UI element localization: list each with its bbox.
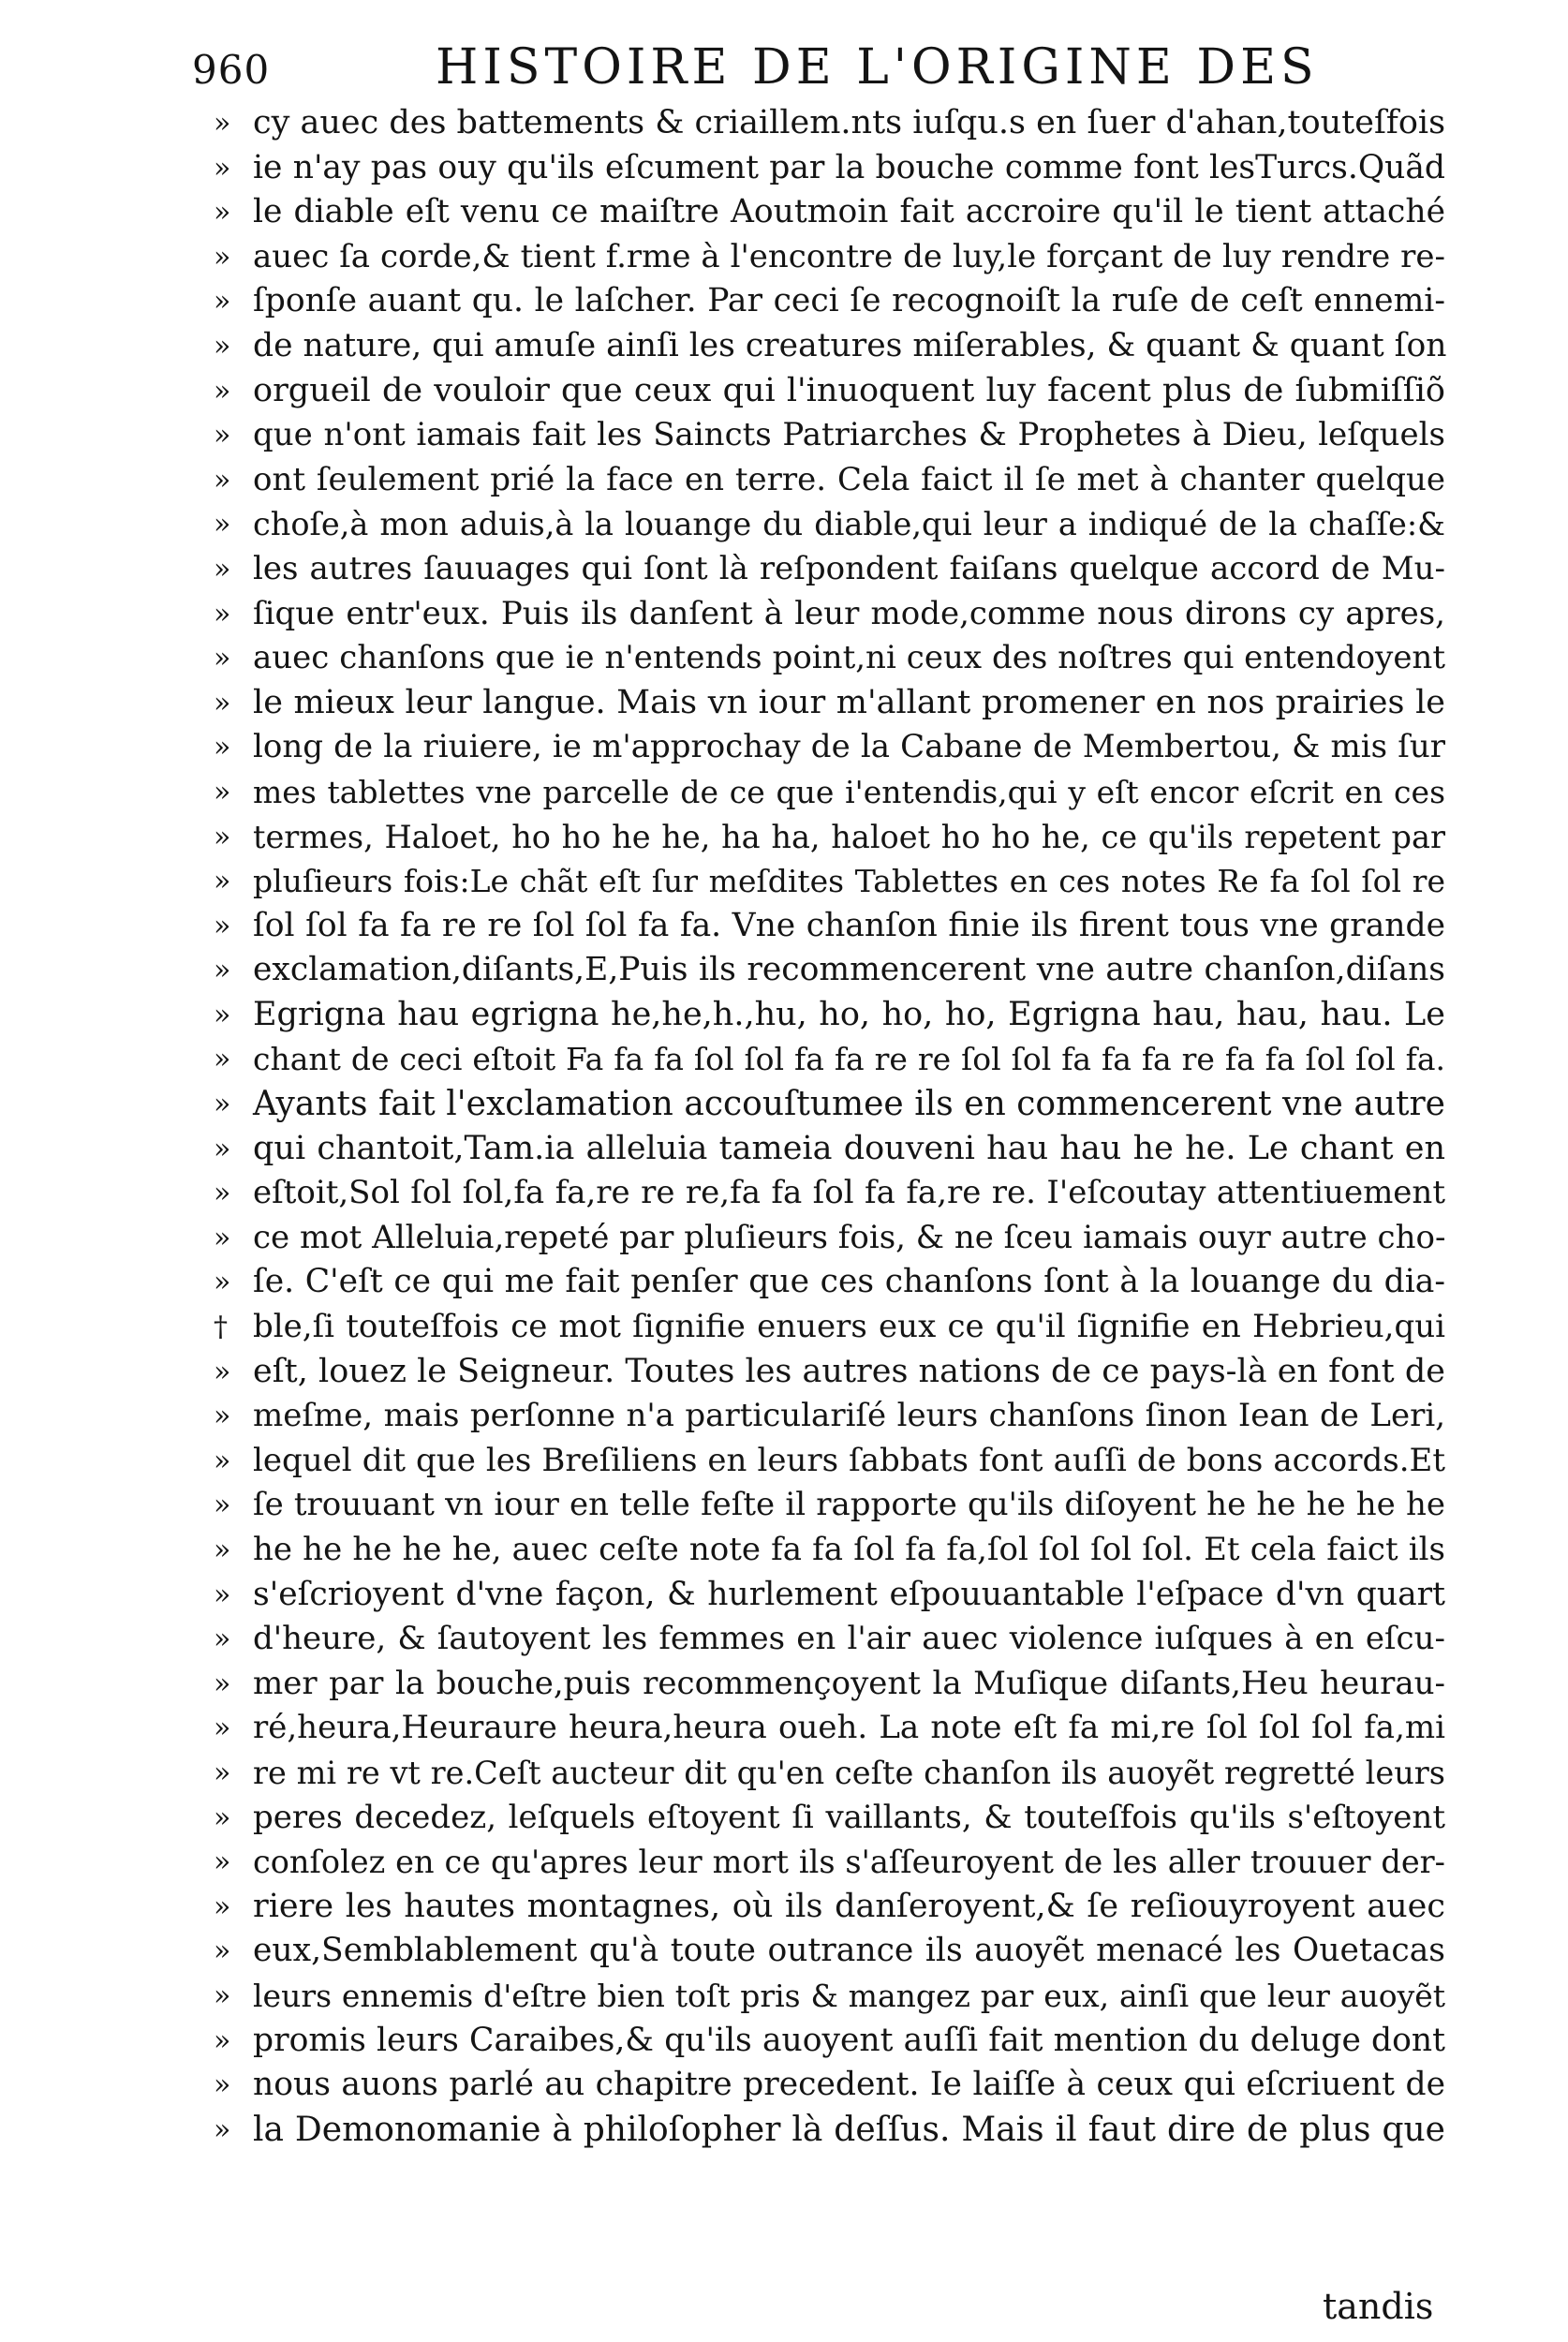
line-text: mer par la bouche,puis recommençoyent la Muſique diſants,Heu heurau- (253, 1664, 1445, 1702)
line-text: re mi re vt re.Ceſt aucteur dit qu'en ceſte chanſon ils auoyẽt regretté leurs (253, 1754, 1445, 1791)
text-line (214, 636, 1445, 681)
quote-marker: » (214, 463, 231, 497)
quote-marker: » (214, 2023, 231, 2057)
line-text: eſt, louez le Seigneur. Toutes les autres nations de ce pays-là en font de (253, 1352, 1445, 1390)
line-text: mes tablettes vne parcelle de ce que i'entendis,qui y eſt encor eſcrit en ces (253, 773, 1445, 810)
text-line (214, 592, 1445, 637)
quote-marker: » (214, 329, 231, 363)
text-line (214, 2063, 1445, 2108)
text-line (214, 1974, 1445, 2019)
text-line (214, 1662, 1445, 1707)
text-line (214, 1439, 1445, 1484)
quote-marker: » (214, 909, 231, 942)
line-text: orgueil de vouloir que ceux qui l'inuoquent luy facent plus de ſubmiſſiõ (253, 371, 1445, 409)
text-line (214, 770, 1445, 815)
text-line (214, 1796, 1445, 1841)
text-line (214, 146, 1445, 191)
line-text: ce mot Alleluia,repeté par pluſieurs fois, & ne ſceu iamais ouyr autre cho- (253, 1218, 1446, 1256)
quote-marker: » (214, 1534, 231, 1566)
quote-marker: » (214, 508, 231, 541)
text-line (214, 458, 1445, 503)
line-text: choſe,à mon aduis,à la louange du diable,qui leur a indiqué de la chaſſe:& (253, 506, 1445, 543)
line-text: d'heure, & ſautoyent les femmes en l'air auec violence iuſques à en eſcu- (253, 1620, 1445, 1658)
line-text: le diable eſt venu ce maiſtre Aoutmoin fait accroire qu'il le tient attaché (253, 193, 1445, 231)
quote-marker: » (214, 1801, 231, 1834)
quote-marker: » (214, 865, 231, 898)
quote-marker: » (214, 1266, 231, 1299)
text-line (214, 502, 1445, 547)
text-line (214, 1082, 1445, 1127)
text-line (214, 1483, 1445, 1528)
page-header (192, 39, 1438, 105)
text-line (214, 413, 1445, 458)
quote-marker: » (214, 552, 231, 586)
quote-marker: » (214, 1979, 231, 2012)
text-line (214, 1305, 1445, 1350)
text-line (214, 2019, 1445, 2064)
quote-marker: » (214, 196, 231, 230)
quote-marker: » (214, 1088, 231, 1121)
text-line (214, 1706, 1445, 1751)
quote-marker: » (214, 2112, 231, 2146)
text-line (214, 1037, 1445, 1082)
quote-marker: » (214, 998, 231, 1031)
quote-marker: » (214, 1667, 231, 1700)
quote-marker: » (214, 1355, 231, 1388)
line-text: long de la riuiere, ie m'approchay de la Cabane de Membertou, & mis ſur (253, 728, 1445, 766)
text-line (214, 1528, 1445, 1573)
quote-marker: » (214, 1934, 231, 1968)
quote-marker: » (214, 1890, 231, 1923)
quote-marker: » (214, 1623, 231, 1656)
text-line (214, 1260, 1445, 1305)
line-text: nous auons parlé au chapitre precedent. Ie laiſſe à ceux qui eſcriuent de (253, 2066, 1445, 2104)
text-line (214, 681, 1445, 726)
line-text: que n'ont iamais fait les Saincts Patriarches & Prophetes à Dieu, leſquels (253, 416, 1445, 454)
text-line (214, 1350, 1445, 1395)
quote-marker: » (214, 1221, 231, 1254)
page-number: 960 (192, 47, 271, 93)
line-text: cy auec des battements & criaillem.nts iuſqu.s en ſuer d'ahan,touteſfois (253, 104, 1446, 141)
text-line (214, 904, 1445, 949)
line-text: la Demonomanie à philoſopher là deſſus. Mais il faut dire de plus que (253, 2110, 1445, 2149)
line-text: he he he he he, auec ceſte note fa fa ſol fa fa,ſol ſol ſol ſol. Et cela faict ils (253, 1531, 1445, 1568)
line-text: qui chantoit,Tam.ia alleluia tameia douveni hau hau he he. Le chant en (253, 1129, 1445, 1167)
line-text: Ayants fait l'exclamation accouſtumee ils en commencerent vne autre (253, 1085, 1445, 1124)
text-line (214, 369, 1445, 414)
line-text: leurs ennemis d'eſtre bien toſt pris & mangez par eux, ainſi que leur auoyẽt (253, 1977, 1445, 2014)
quote-marker: » (214, 240, 231, 274)
text-line (214, 101, 1445, 146)
quote-marker: » (214, 686, 231, 719)
line-text: les autres ſauuages qui ſont là reſpondent faiſans quelque accord de Mu- (253, 549, 1445, 587)
text-line (214, 859, 1445, 904)
text-line (214, 815, 1445, 860)
line-text: ont ſeulement prié la face en terre. Cela faict il ſe met à chanter quelque (253, 460, 1445, 498)
text-line (214, 1617, 1445, 1662)
line-text: Egrigna hau egrigna he,he,h.,hu, ho, ho, ho, Egrigna hau, hau, hau. Le (253, 995, 1445, 1033)
text-line (214, 547, 1445, 592)
quote-marker: » (214, 1400, 231, 1433)
line-text: exclamation,diſants,E,Puis ils recommencerent vne autre chanſon,diſans (253, 951, 1445, 989)
line-text: ſique entr'eux. Puis ils danſent à leur mode,comme nous dirons cy apres, (253, 594, 1445, 632)
line-text: ſe. C'eſt ce qui me fait penſer que ces chanſons ſont à la louange du dia- (253, 1263, 1445, 1301)
line-text: pluſieurs fois:Le chãt eſt ſur meſdites Tablettes en ces notes Re fa ſol ſol re (253, 863, 1445, 900)
text-line (214, 1394, 1445, 1439)
text-block (214, 101, 1445, 2152)
quote-marker: » (214, 1444, 231, 1477)
text-line (214, 279, 1445, 324)
line-text: conſolez en ce qu'apres leur mort ils s'aſſeuroyent de les aller trouuer der- (253, 1844, 1445, 1881)
line-text: s'eſcrioyent d'vne façon, & hurlement eſpouuantable l'eſpace d'vn quart (253, 1575, 1445, 1613)
quote-marker: » (214, 1043, 231, 1076)
line-text: ie n'ay pas ouy qu'ils eſcument par la bouche comme font lesTurcs.Quãd (253, 148, 1445, 186)
line-text: chant de ceci eſtoit Fa fa fa ſol ſol fa fa re re ſol ſol fa fa fa re fa fa ſol ſol fa. (253, 1041, 1445, 1078)
text-line (214, 2108, 1445, 2153)
line-text: ré,heura,Heuraure heura,heura oueh. La note eſt fa mi,re ſol ſol ſol fa,mi (253, 1709, 1445, 1747)
quote-marker: » (214, 1132, 231, 1165)
line-text: lequel dit que les Breſiliens en leurs ſabbats font auſſi de bons accords.Et (253, 1441, 1445, 1479)
line-text: eux,Semblablement qu'à toute outrance ils auoyẽt menacé les Ouetacas (253, 1932, 1445, 1970)
quote-marker: » (214, 374, 231, 408)
quote-marker: » (214, 775, 231, 808)
quote-marker: » (214, 1756, 231, 1789)
quote-marker: » (214, 1578, 231, 1611)
text-line (214, 1751, 1445, 1796)
text-line (214, 993, 1445, 1038)
quote-marker: » (214, 1489, 231, 1522)
quote-marker: » (214, 151, 231, 185)
quote-marker: » (214, 107, 231, 140)
quote-marker: » (214, 731, 231, 764)
line-text: eſtoit,Sol ſol ſol,fa fa,re re re,fa fa ſol fa fa,re re. I'eſcoutay attentiuement (253, 1174, 1445, 1212)
quote-marker: » (214, 419, 231, 452)
line-text: ble,ſi touteſfois ce mot ſignifie enuers eux ce qu'il ſignifie en Hebrieu,qui (253, 1308, 1445, 1346)
text-line (214, 1216, 1445, 1261)
line-text: de nature, qui amuſe ainſi les creatures miſerables, & quant & quant ſon (253, 326, 1447, 364)
line-text: ſol ſol fa fa re re ſol ſol fa fa. Vne chanſon finie ils firent tous vne grande (253, 906, 1445, 944)
quote-marker: » (214, 1845, 231, 1879)
text-line (214, 1840, 1445, 1885)
text-line (214, 1885, 1445, 1930)
line-text: auec chanſons que ie n'entends point,ni ceux des noſtres qui entendoyent (253, 639, 1445, 677)
text-line (214, 1127, 1445, 1172)
quote-marker: » (214, 2068, 231, 2102)
text-line (214, 1929, 1445, 1974)
line-text: ſponſe auant qu. le laſcher. Par ceci ſe recognoiſt la ruſe de ceſt ennemi- (253, 282, 1445, 320)
quote-marker: » (214, 954, 231, 987)
running-title: HISTOIRE DE L'ORIGINE DES (436, 39, 1319, 96)
text-line (214, 1171, 1445, 1216)
quote-marker: » (214, 597, 231, 630)
text-line (214, 190, 1445, 235)
line-text: meſme, mais perſonne n'a particulariſé leurs chanſons ſinon Iean de Leri, (253, 1397, 1445, 1435)
quote-marker: » (214, 642, 231, 675)
line-text: le mieux leur langue. Mais vn iour m'allant promener en nos prairies le (253, 683, 1445, 721)
quote-marker: » (214, 285, 231, 319)
line-text: riere les hautes montagnes, où ils danſeroyent,& ſe reſiouyroyent auec (253, 1887, 1445, 1925)
quote-marker: » (214, 1712, 231, 1745)
text-line (214, 725, 1445, 770)
quote-marker: » (214, 1177, 231, 1210)
line-text: auec ſa corde,& tient f.rme à l'encontre de luy,le forçant de luy rendre re- (253, 237, 1445, 275)
text-line (214, 948, 1445, 993)
dagger-marker: † (214, 1311, 228, 1344)
text-line (214, 235, 1445, 280)
line-text: termes, Haloet, ho ho he he, ha ha, haloet ho ho he, ce qu'ils repetent par (253, 818, 1445, 855)
text-line (214, 1573, 1445, 1618)
line-text: ſe trouuant vn iour en telle feſte il rapporte qu'ils diſoyent he he he he he (253, 1486, 1445, 1524)
quote-marker: » (214, 820, 231, 853)
catchword: tandis (1323, 2286, 1434, 2327)
line-text: promis leurs Caraibes,& qu'ils auoyent auſſi fait mention du deluge dont (253, 2021, 1445, 2059)
text-line (214, 324, 1445, 369)
line-text: peres decedez, leſquels eſtoyent ſi vaillants, & touteſfois qu'ils s'eſtoyent (253, 1798, 1445, 1836)
